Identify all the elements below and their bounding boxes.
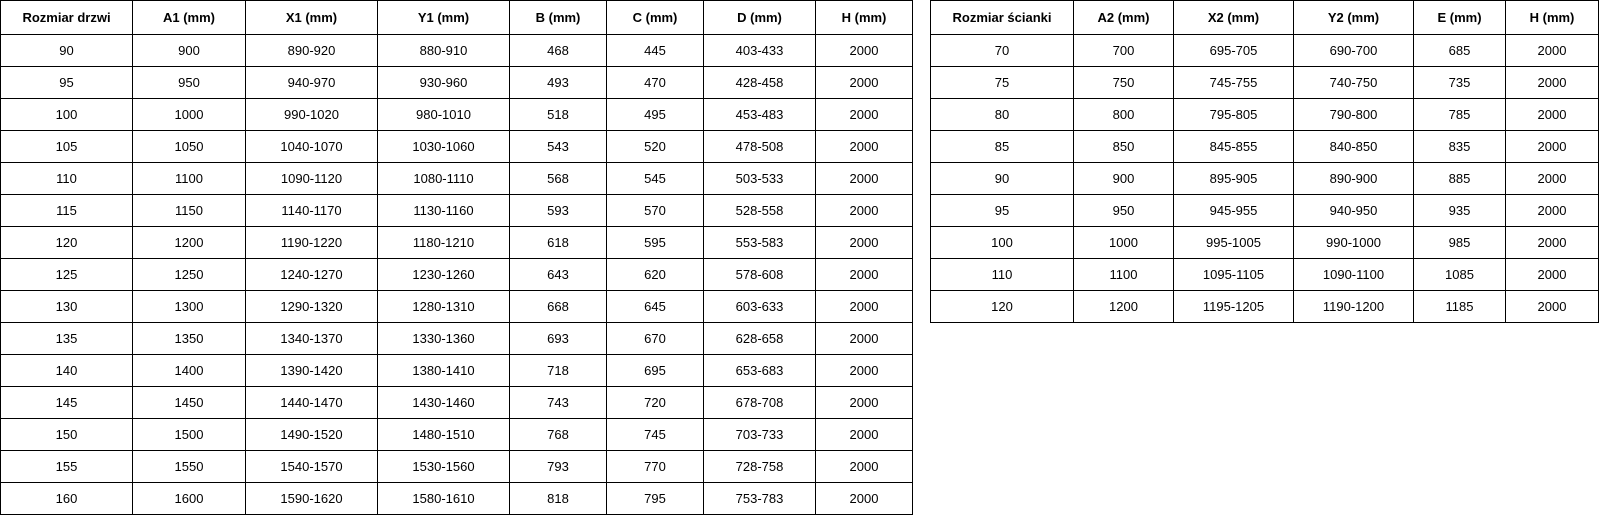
table-cell: 105 — [1, 131, 133, 163]
table-cell: 115 — [1, 195, 133, 227]
table-cell: 593 — [510, 195, 607, 227]
table-cell: 1440-1470 — [246, 387, 378, 419]
table-cell: 618 — [510, 227, 607, 259]
table-cell: 670 — [607, 323, 704, 355]
table-cell: 2000 — [816, 291, 913, 323]
table-cell: 545 — [607, 163, 704, 195]
table-row — [931, 259, 1599, 291]
doors-table-head — [1, 1, 913, 35]
table-cell: 945-955 — [1174, 195, 1294, 227]
table-cell: 735 — [1414, 67, 1506, 99]
table-header-cell: Y1 (mm) — [378, 1, 510, 35]
table-cell: 745 — [607, 419, 704, 451]
table-cell: 790-800 — [1294, 99, 1414, 131]
table-cell: 785 — [1414, 99, 1506, 131]
table-cell: 1350 — [133, 323, 246, 355]
table-cell: 1100 — [1074, 259, 1174, 291]
table-row — [1, 323, 913, 355]
table-cell: 1030-1060 — [378, 131, 510, 163]
table-cell: 980-1010 — [378, 99, 510, 131]
table-cell: 620 — [607, 259, 704, 291]
table-cell: 645 — [607, 291, 704, 323]
table-row — [931, 131, 1599, 163]
table-cell: 1450 — [133, 387, 246, 419]
table-header-row — [931, 1, 1599, 35]
table-cell: 1085 — [1414, 259, 1506, 291]
table-cell: 895-905 — [1174, 163, 1294, 195]
table-header-cell: E (mm) — [1414, 1, 1506, 35]
table-cell: 890-900 — [1294, 163, 1414, 195]
table-cell: 85 — [931, 131, 1074, 163]
table-cell: 850 — [1074, 131, 1174, 163]
table-row — [1, 195, 913, 227]
table-row — [931, 227, 1599, 259]
table-header-cell: X2 (mm) — [1174, 1, 1294, 35]
table-row — [931, 99, 1599, 131]
table-cell: 745-755 — [1174, 67, 1294, 99]
table-cell: 1500 — [133, 419, 246, 451]
table-header-cell: D (mm) — [704, 1, 816, 35]
table-header-cell: Y2 (mm) — [1294, 1, 1414, 35]
table-cell: 740-750 — [1294, 67, 1414, 99]
table-cell: 130 — [1, 291, 133, 323]
table-cell: 1540-1570 — [246, 451, 378, 483]
table-cell: 1230-1260 — [378, 259, 510, 291]
table-cell: 985 — [1414, 227, 1506, 259]
table-cell: 110 — [1, 163, 133, 195]
table-cell: 1080-1110 — [378, 163, 510, 195]
table-cell: 1040-1070 — [246, 131, 378, 163]
table-cell: 2000 — [1506, 291, 1599, 323]
table-cell: 643 — [510, 259, 607, 291]
table-cell: 885 — [1414, 163, 1506, 195]
table-cell: 1200 — [1074, 291, 1174, 323]
table-header-cell: A2 (mm) — [1074, 1, 1174, 35]
table-cell: 70 — [931, 35, 1074, 67]
table-cell: 1240-1270 — [246, 259, 378, 291]
table-cell: 1130-1160 — [378, 195, 510, 227]
table-cell: 1185 — [1414, 291, 1506, 323]
table-cell: 403-433 — [704, 35, 816, 67]
table-cell: 1340-1370 — [246, 323, 378, 355]
table-cell: 1195-1205 — [1174, 291, 1294, 323]
table-cell: 428-458 — [704, 67, 816, 99]
table-row — [931, 163, 1599, 195]
table-cell: 90 — [931, 163, 1074, 195]
table-cell: 2000 — [1506, 259, 1599, 291]
table-cell: 120 — [1, 227, 133, 259]
table-cell: 950 — [133, 67, 246, 99]
table-cell: 1550 — [133, 451, 246, 483]
table-cell: 1390-1420 — [246, 355, 378, 387]
table-cell: 1590-1620 — [246, 483, 378, 515]
table-cell: 770 — [607, 451, 704, 483]
table-cell: 900 — [1074, 163, 1174, 195]
table-cell: 1050 — [133, 131, 246, 163]
table-cell: 793 — [510, 451, 607, 483]
table-cell: 935 — [1414, 195, 1506, 227]
table-header-cell: X1 (mm) — [246, 1, 378, 35]
table-cell: 90 — [1, 35, 133, 67]
table-cell: 940-950 — [1294, 195, 1414, 227]
table-cell: 125 — [1, 259, 133, 291]
table-cell: 1190-1220 — [246, 227, 378, 259]
table-cell: 2000 — [816, 355, 913, 387]
table-cell: 518 — [510, 99, 607, 131]
table-cell: 2000 — [816, 323, 913, 355]
table-row — [931, 195, 1599, 227]
table-cell: 1280-1310 — [378, 291, 510, 323]
table-cell: 1095-1105 — [1174, 259, 1294, 291]
table-cell: 1400 — [133, 355, 246, 387]
table-row — [1, 483, 913, 515]
walls-table-body — [931, 35, 1599, 323]
table-cell: 685 — [1414, 35, 1506, 67]
table-row — [1, 163, 913, 195]
table-cell: 668 — [510, 291, 607, 323]
table-cell: 2000 — [1506, 67, 1599, 99]
table-cell: 578-608 — [704, 259, 816, 291]
table-cell: 1180-1210 — [378, 227, 510, 259]
table-cell: 95 — [931, 195, 1074, 227]
table-cell: 2000 — [1506, 195, 1599, 227]
table-cell: 503-533 — [704, 163, 816, 195]
table-header-cell: Rozmiar ścianki — [931, 1, 1074, 35]
table-cell: 2000 — [1506, 99, 1599, 131]
table-row — [1, 387, 913, 419]
table-cell: 155 — [1, 451, 133, 483]
table-cell: 1090-1100 — [1294, 259, 1414, 291]
table-cell: 728-758 — [704, 451, 816, 483]
table-cell: 110 — [931, 259, 1074, 291]
table-cell: 520 — [607, 131, 704, 163]
table-row — [1, 419, 913, 451]
table-cell: 800 — [1074, 99, 1174, 131]
table-cell: 120 — [931, 291, 1074, 323]
table-cell: 595 — [607, 227, 704, 259]
table-cell: 718 — [510, 355, 607, 387]
table-cell: 950 — [1074, 195, 1174, 227]
table-cell: 795 — [607, 483, 704, 515]
table-cell: 1480-1510 — [378, 419, 510, 451]
table-cell: 990-1020 — [246, 99, 378, 131]
table-cell: 2000 — [816, 419, 913, 451]
table-cell: 80 — [931, 99, 1074, 131]
table-header-row — [1, 1, 913, 35]
table-header-cell: Rozmiar drzwi — [1, 1, 133, 35]
table-cell: 1250 — [133, 259, 246, 291]
table-cell: 768 — [510, 419, 607, 451]
table-cell: 1490-1520 — [246, 419, 378, 451]
table-cell: 720 — [607, 387, 704, 419]
table-cell: 2000 — [816, 163, 913, 195]
table-cell: 2000 — [816, 67, 913, 99]
walls-table-head — [931, 1, 1599, 35]
table-cell: 795-805 — [1174, 99, 1294, 131]
table-cell: 1100 — [133, 163, 246, 195]
table-cell: 880-910 — [378, 35, 510, 67]
table-cell: 2000 — [1506, 131, 1599, 163]
walls-dimensions-table — [930, 0, 1599, 323]
table-cell: 1330-1360 — [378, 323, 510, 355]
table-row — [1, 355, 913, 387]
table-cell: 470 — [607, 67, 704, 99]
table-cell: 845-855 — [1174, 131, 1294, 163]
table-cell: 100 — [1, 99, 133, 131]
table-cell: 2000 — [816, 35, 913, 67]
table-cell: 1380-1410 — [378, 355, 510, 387]
table-cell: 150 — [1, 419, 133, 451]
table-cell: 693 — [510, 323, 607, 355]
table-cell: 2000 — [1506, 163, 1599, 195]
table-header-cell: A1 (mm) — [133, 1, 246, 35]
table-header-cell: H (mm) — [1506, 1, 1599, 35]
table-cell: 568 — [510, 163, 607, 195]
table-cell: 1000 — [1074, 227, 1174, 259]
table-cell: 1190-1200 — [1294, 291, 1414, 323]
table-cell: 1300 — [133, 291, 246, 323]
table-cell: 95 — [1, 67, 133, 99]
table-cell: 1530-1560 — [378, 451, 510, 483]
table-cell: 445 — [607, 35, 704, 67]
table-row — [1, 227, 913, 259]
table-cell: 2000 — [816, 99, 913, 131]
table-cell: 900 — [133, 35, 246, 67]
walls-table-container — [930, 0, 1599, 323]
table-cell: 493 — [510, 67, 607, 99]
table-cell: 100 — [931, 227, 1074, 259]
table-header-cell: B (mm) — [510, 1, 607, 35]
table-cell: 940-970 — [246, 67, 378, 99]
table-cell: 553-583 — [704, 227, 816, 259]
table-cell: 695 — [607, 355, 704, 387]
table-cell: 145 — [1, 387, 133, 419]
table-cell: 478-508 — [704, 131, 816, 163]
table-row — [1, 291, 913, 323]
table-cell: 743 — [510, 387, 607, 419]
table-row — [1, 131, 913, 163]
table-row — [1, 259, 913, 291]
table-cell: 678-708 — [704, 387, 816, 419]
table-cell: 840-850 — [1294, 131, 1414, 163]
table-cell: 2000 — [816, 387, 913, 419]
table-cell: 1580-1610 — [378, 483, 510, 515]
table-cell: 2000 — [816, 483, 913, 515]
table-row — [931, 67, 1599, 99]
table-cell: 495 — [607, 99, 704, 131]
table-cell: 160 — [1, 483, 133, 515]
table-cell: 930-960 — [378, 67, 510, 99]
table-row — [931, 35, 1599, 67]
table-cell: 570 — [607, 195, 704, 227]
table-cell: 890-920 — [246, 35, 378, 67]
table-row — [1, 67, 913, 99]
table-cell: 1140-1170 — [246, 195, 378, 227]
table-cell: 750 — [1074, 67, 1174, 99]
table-row — [1, 99, 913, 131]
table-cell: 1290-1320 — [246, 291, 378, 323]
table-cell: 2000 — [1506, 227, 1599, 259]
table-cell: 2000 — [816, 227, 913, 259]
table-cell: 1430-1460 — [378, 387, 510, 419]
table-cell: 2000 — [816, 259, 913, 291]
table-cell: 75 — [931, 67, 1074, 99]
table-cell: 2000 — [816, 195, 913, 227]
table-cell: 628-658 — [704, 323, 816, 355]
table-row — [1, 451, 913, 483]
table-cell: 603-633 — [704, 291, 816, 323]
table-row — [1, 35, 913, 67]
table-cell: 753-783 — [704, 483, 816, 515]
table-cell: 543 — [510, 131, 607, 163]
table-cell: 1150 — [133, 195, 246, 227]
table-cell: 653-683 — [704, 355, 816, 387]
table-cell: 1200 — [133, 227, 246, 259]
doors-table-body — [1, 35, 913, 515]
table-cell: 140 — [1, 355, 133, 387]
table-header-cell: H (mm) — [816, 1, 913, 35]
table-cell: 818 — [510, 483, 607, 515]
table-cell: 1090-1120 — [246, 163, 378, 195]
table-cell: 835 — [1414, 131, 1506, 163]
table-cell: 703-733 — [704, 419, 816, 451]
table-cell: 690-700 — [1294, 35, 1414, 67]
table-cell: 1600 — [133, 483, 246, 515]
table-cell: 528-558 — [704, 195, 816, 227]
table-cell: 700 — [1074, 35, 1174, 67]
table-cell: 468 — [510, 35, 607, 67]
table-cell: 1000 — [133, 99, 246, 131]
table-cell: 2000 — [816, 451, 913, 483]
table-cell: 2000 — [1506, 35, 1599, 67]
table-cell: 995-1005 — [1174, 227, 1294, 259]
table-row — [931, 291, 1599, 323]
table-cell: 135 — [1, 323, 133, 355]
table-cell: 695-705 — [1174, 35, 1294, 67]
table-cell: 453-483 — [704, 99, 816, 131]
table-cell: 2000 — [816, 131, 913, 163]
table-header-cell: C (mm) — [607, 1, 704, 35]
table-cell: 990-1000 — [1294, 227, 1414, 259]
